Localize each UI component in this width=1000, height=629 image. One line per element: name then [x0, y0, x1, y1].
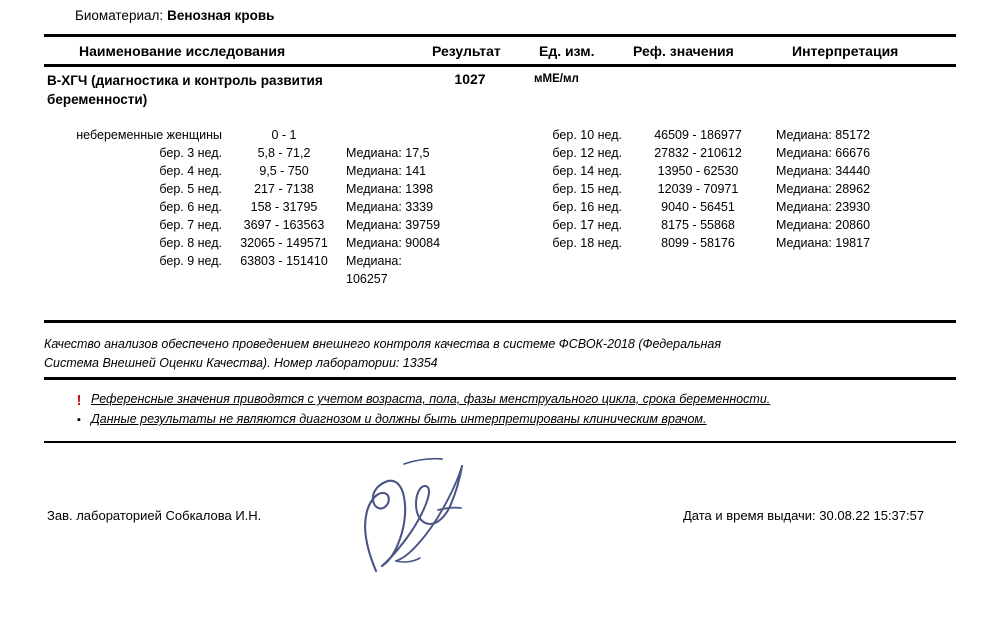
reference-range: 0 - 1	[271, 128, 297, 142]
reference-median: Медиана: 39759	[346, 218, 441, 232]
issue-date: Дата и время выдачи: 30.08.22 15:37:57	[683, 508, 925, 523]
column-header-result: Результат	[432, 43, 501, 59]
reference-median: Медиана: 85172	[776, 128, 871, 142]
reference-range: 5,8 - 71,2	[257, 146, 311, 160]
reference-group: бер. 15 нед.	[552, 182, 622, 196]
reference-group: бер. 9 нед.	[159, 254, 222, 268]
warning-text: Референсные значения приводятся с учетом возраста, пола, фазы менструального цикла, срока беременности.	[91, 392, 771, 406]
reference-group: бер. 12 нед.	[552, 146, 622, 160]
rule-under-warnings	[44, 441, 956, 443]
reference-range: 3697 - 163563	[243, 218, 325, 232]
reference-range: 9,5 - 750	[259, 164, 309, 178]
warning-item	[72, 392, 952, 412]
column-header-unit: Ед. изм.	[539, 43, 595, 59]
rule-top	[44, 34, 956, 37]
analyte-unit: мМЕ/мл	[534, 73, 579, 85]
warning-item	[72, 412, 952, 432]
reference-range: 32065 - 149571	[240, 236, 328, 250]
reference-median: Медиана: 34440	[776, 164, 871, 178]
biomaterial-value: Венозная кровь	[167, 8, 275, 23]
reference-median: Медиана: 66676	[776, 146, 871, 160]
reference-group: бер. 6 нед.	[159, 200, 222, 214]
reference-range: 12039 - 70971	[657, 182, 739, 196]
reference-median-continuation: 106257	[346, 272, 388, 286]
biomaterial-label: Биоматериал:	[75, 8, 164, 23]
reference-median: Медиана: 19817	[776, 236, 871, 250]
quality-note-line-2: Система Внешней Оценки Качества). Номер лаборатории: 13354	[44, 356, 438, 370]
column-header-name: Наименование исследования	[79, 43, 286, 59]
rule-under-quality-note	[44, 377, 956, 380]
bullet-square-icon: ▪	[77, 414, 81, 426]
reference-range: 63803 - 151410	[240, 254, 328, 268]
exclamation-icon: !	[76, 392, 82, 409]
reference-group: бер. 8 нед.	[159, 236, 222, 250]
reference-group: бер. 4 нед.	[159, 164, 222, 178]
reference-range: 8099 - 58176	[661, 236, 735, 250]
reference-group: бер. 18 нед.	[552, 236, 622, 250]
table-header-row	[44, 43, 956, 65]
warning-text: Данные результаты не являются диагнозом и должны быть интерпретированы клиническим врачом.	[91, 412, 707, 426]
reference-range: 9040 - 56451	[661, 200, 735, 214]
reference-median: Медиана: 1398	[346, 182, 434, 196]
reference-group: бер. 14 нед.	[552, 164, 622, 178]
reference-median: Медиана: 20860	[776, 218, 871, 232]
reference-group: бер. 3 нед.	[159, 146, 222, 160]
reference-range: 27832 - 210612	[654, 146, 742, 160]
reference-median: Медиана: 141	[346, 164, 427, 178]
quality-note	[44, 335, 956, 373]
reference-group: небеременные женщины	[76, 128, 222, 142]
reference-range: 8175 - 55868	[661, 218, 735, 232]
reference-median: Медиана: 17,5	[346, 146, 430, 160]
reference-group: бер. 5 нед.	[159, 182, 222, 196]
quality-note-line-1: Качество анализов обеспечено проведением внешнего контроля качества в системе ФСВОК-2018 (Федеральная	[44, 337, 722, 351]
reference-median: Медиана: 28962	[776, 182, 871, 196]
reference-range: 46509 - 186977	[654, 128, 742, 142]
rule-under-header	[44, 64, 956, 67]
column-header-interpretation: Интерпретация	[792, 43, 899, 59]
reference-range: 217 - 7138	[254, 182, 314, 196]
rule-above-quality-note	[44, 320, 956, 323]
signature-image	[318, 448, 518, 593]
warnings-list	[72, 392, 952, 432]
reference-group: бер. 17 нед.	[552, 218, 622, 232]
signatory-name: Зав. лабораторией Собкалова И.Н.	[47, 508, 262, 523]
reference-median: Медиана:	[346, 254, 402, 268]
biomaterial-line	[75, 8, 274, 23]
analyte-result: 1027	[454, 71, 486, 87]
reference-range: 13950 - 62530	[657, 164, 739, 178]
reference-median: Медиана: 23930	[776, 200, 871, 214]
reference-median: Медиана: 90084	[346, 236, 441, 250]
column-header-reference: Реф. значения	[633, 43, 734, 59]
reference-group: бер. 7 нед.	[159, 218, 222, 232]
reference-group: бер. 10 нед.	[552, 128, 622, 142]
reference-median: Медиана: 3339	[346, 200, 434, 214]
reference-group: бер. 16 нед.	[552, 200, 622, 214]
analyte-name: В-ХГЧ (диагностика и контроль развития беременности)	[47, 73, 323, 107]
reference-range: 158 - 31795	[250, 200, 318, 214]
